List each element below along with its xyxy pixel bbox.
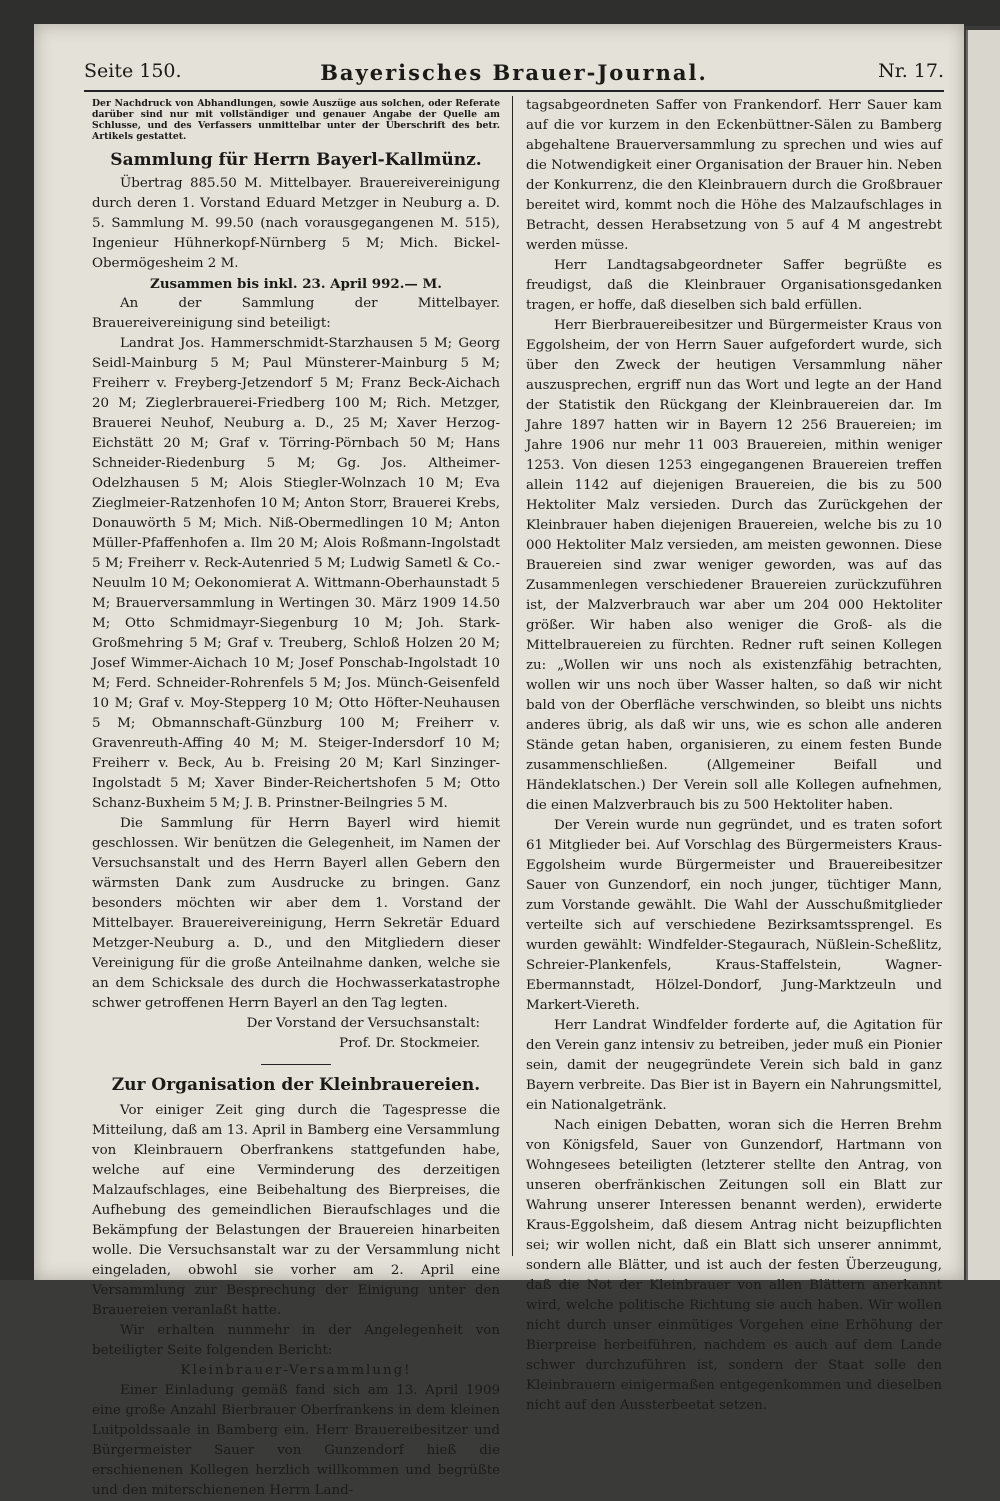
article-paragraph: Einer Einladung gemäß fand sich am 13. April 1909 eine große Anzahl Bierbrauer Oberfrankens in dem kleinen Luitpoldssaale in Bamberg ein. Herr Brauereibesitzer und Bürgermeister Sauer von Gunzendorf hieß die erschienenen Kollegen herzlich willkommen und begrüßte und den miterschienenen Herrn Land- <box>92 1383 500 1498</box>
article-paragraph: Wir erhalten nunmehr in der Angelegenheit von beteiligter Seite folgenden Bericht: <box>92 1323 500 1358</box>
signature-board: Der Vorstand der Versuchsanstalt: <box>246 1016 480 1031</box>
collection-closing: Die Sammlung für Herrn Bayerl wird hiemit geschlossen. Wir benützen die Gelegenheit, im Namen der Versuchsanstalt und des Herrn Bayerl allen Gebern den wärmsten Dank zum Ausdrucke zu bringen. Ganz besonders möchten wir aber dem 1. Vorstand der Mittelbayer. Brauereivereinigung, Herrn Sekretär Eduard Metzger-Neuburg a. D., und den Mitgliedern dieser Vereinigung für die große Anteilnahme danken, welche sie an dem Schicksale des durch die Hochwasserkatastrophe schwer getroffenen Herrn Bayerl an den Tag legten. <box>92 816 500 1011</box>
article-paragraph: Vor einiger Zeit ging durch die Tagespresse die Mitteilung, daß am 13. April in Bamberg eine Versammlung von Kleinbrauern Oberfrankens stattgefunden habe, welche auf eine Verminderung des derzeitigen Malzaufschlages, eine Beibehaltung des Bierpreises, die Aufhebung des gemeindlichen Bieraufschlages und die Bekämpfung der Belastungen der Brauereien hinarbeiten wolle. Die Versuchsanstalt war zu der Versammlung nicht eingeladen, obwohl sie vorher am 2. April eine Versammlung zur Besprechung der Einigung unter den Brauereien veranlaßt hatte. <box>92 1103 500 1318</box>
donor-list: Landrat Jos. Hammerschmidt-Starzhausen 5 M; Georg Seidl-Mainburg 5 M; Paul Münsterer-Mainburg 5 M; Freiherr v. Freyberg-Jetzendorf 5 M; Franz Beck-Aichach 20 M; Zieglerbrauerei-Friedberg 100 M; Rich. Metzger, Brauerei Neuhof, Neuburg a. D., 25 M; Xaver Herzog-Eichstätt 20 M; Graf v. Törring-Pörnbach 50 M; Hans Schneider-Riedenburg 5 M; Gg. Jos. Altheimer-Odelzhausen 5 M; Alois Stiegler-Wolnzach 10 M; Eva Zieglmeier-Ratzenhofen 10 M; Anton Storr, Brauerei Krebs, Donauwörth 5 M; Mich. Niß-Obermedlingen 10 M; Anton Müller-Pfaffenhofen a. Ilm 20 M; Alois Roßmann-Ingolstadt 5 M; Freiherr v. Reck-Autenried 5 M; Ludwig Sametl & Co.-Neuulm 10 M; Oekonomierat A. Wittmann-Oberhaunstadt 5 M; Brauerversammlung in Wertingen 30. März 1909 14.50 M; Otto Schmidmayr-Siegenburg 10 M; Joh. Stark-Großmehring 5 M; Graf v. Treuberg, Schloß Holzen 20 M; Josef Wimmer-Aichach 10 M; Josef Ponschab-Ingolstadt 10 M; Ferd. Schneider-Rohrenfels 5 M; Jos. Münch-Geisenfeld 10 M; Graf v. Moy-Stepperg 10 M; Otto Höfter-Neuhausen 5 M; Obmannschaft-Günzburg 100 M; Freiherr v. Gravenreuth-Affing 40 M; M. Steiger-Indersdorf 10 M; Freiherr v. Beck, Au b. Freising 20 M; Karl Sinzinger-Ingolstadt 5 M; Xaver Binder-Reichertshofen 5 M; Otto Schanz-Buxheim 5 M; J. B. Prinstner-Beilngries 5 M. <box>92 336 500 811</box>
report-heading: Kleinbrauer-Versammlung! <box>180 1363 412 1378</box>
collection-transfer: Übertrag 885.50 M. Mittelbayer. Brauereivereinigung durch deren 1. Vorstand Eduard Metzger in Neuburg a. D. 5. Sammlung M. 99.50 (nach vorausgegangenen M. 515), Ingenieur Hühnerkopf-Nürnberg 5 M; Mich. Bickel-Obermögesheim 2 M. <box>92 176 500 271</box>
page-header <box>84 60 944 90</box>
article-paragraph: Nach einigen Debatten, woran sich die Herren Brehm von Königsfeld, Sauer von Gunzendorf, Hartmann von Wohngesees beteiligten (letzterer stellte den Antrag, von unseren oberfränkischen Zeitungen soll ein Blatt zur Wahrung unserer Interessen benannt werden), erwiderte Kraus-Eggolsheim, daß diesem Antrag nicht beizupflichten sei; wir wollen nicht, daß ein Blatt sich unserer annimmt, sondern alle Blätter, und ist auch der festen Überzeugung, daß die Not der Kleinbrauer von allen Blättern anerkannt wird, welche politische Richtung sie auch haben. Wir wollen nicht durch unser einmütiges Vorgehen eine Erhöhung der Bierpreise herbeiführen, nachdem es auch auf dem Lande schwer durchzuführen ist, sondern der Staat solle den Kleinbrauern einigermaßen entgegenkommen und dieselben nicht auf den Aussterbeetat setzen. <box>526 1118 942 1413</box>
collection-title: Sammlung für Herrn Bayerl-Kallmünz. <box>110 150 482 170</box>
article-paragraph: tagsabgeordneten Saffer von Frankendorf. Herr Sauer kam auf die vor kurzem in den Eckenbüttner-Sälen zu Bamberg abgehaltene Brauerversammlung zu sprechen und wies auf die Notwendigkeit einer Organisation der Brauer hin. Neben der Konkurrenz, die den Kleinbrauern durch die Großbrauer bereitet wird, kommt noch die Höhe des Malzaufschlages in Betracht, dessen Herabsetzung von 5 auf 4 M angestrebt werden müsse. <box>526 98 942 253</box>
collection-intro: An der Sammlung der Mittelbayer. Brauereivereinigung sind beteiligt: <box>92 296 500 331</box>
page-number: Seite 150. <box>84 60 182 82</box>
column-divider <box>512 96 513 1256</box>
article-paragraph: Herr Landrat Windfelder forderte auf, die Agitation für den Verein ganz intensiv zu betreiben, jeder muß ein Pionier sein, damit der neugegründete Verein sich bald in ganz Bayern verbreite. Das Bier ist in Bayern ein Nahrungsmittel, ein Nationalgetränk. <box>526 1018 942 1113</box>
journal-title: Bayerisches Brauer-Journal. <box>320 60 708 85</box>
header-rule <box>84 90 944 92</box>
reprint-notice: Der Nachdruck von Abhandlungen, sowie Auszüge aus solchen, oder Referate darüber sind nur mit vollständiger und genauer Angabe der Quelle am Schlusse, und des Verfassers unmittelbar unter der Überschrift des betr. Artikels gestattet. <box>92 98 500 142</box>
article-paragraph: Herr Bierbrauereibesitzer und Bürgermeister Kraus von Eggolsheim, der von Herrn Sauer aufgefordert wurde, sich über den Zweck der heutigen Versammlung näher auszusprechen, ergriff nun das Wort und legte an der Hand der Statistik den Rückgang der Kleinbrauereien dar. Im Jahre 1897 hatten wir in Bayern 12 256 Brauereien; im Jahre 1906 nur mehr 11 003 Brauereien, mithin weniger 1253. Von diesen 1253 eingegangenen Brauereien treffen allein 1142 auf diejenigen Brauereien, die bis zu 500 Hektoliter Malz versieden. Durch das Zurückgehen der Kleinbrauer haben diejenigen Brauereien, welche bis zu 10 000 Hektoliter Malz versieden, am meisten gewonnen. Diese Brauereien sind zwar weniger geworden, was auf das Zusammenlegen verschiedener Brauereien zurückzuführen ist, der Malzverbrauch war aber um 204 000 Hektoliter größer. Wir haben also weniger die Groß- als die Mittelbrauereien zu fürchten. Redner ruft seinen Kollegen zu: „Wollen wir uns noch als existenzfähig betrachten, wollen wir uns noch über Wasser halten, so daß wir nicht bald von der Oberfläche verschwinden, so bleibt uns nichts anderes übrig, als daß wir uns, wie es schon alle anderen Stände getan haben, organisieren, zu einem festen Bunde zusammenschließen. (Allgemeiner Beifall und Händeklatschen.) Der Verein soll alle Kollegen aufnehmen, die einen Malzverbrauch bis zu 500 Hektoliter haben. <box>526 318 942 813</box>
issue-number: Nr. 17. <box>878 60 944 82</box>
collection-total: Zusammen bis inkl. 23. April 992.— M. <box>150 276 442 292</box>
right-column <box>526 96 942 1416</box>
article-title: Zur Organisation der Kleinbrauereien. <box>111 1075 481 1095</box>
section-divider <box>261 1064 331 1065</box>
article-paragraph: Herr Landtagsabgeordneter Saffer begrüßte es freudigst, daß die Kleinbrauer Organisationsgedanken tragen, er hoffe, daß dieselben sich bald erfüllen. <box>526 258 942 313</box>
signature-name: Prof. Dr. Stockmeier. <box>339 1036 480 1051</box>
scan-border-left <box>0 0 34 1280</box>
left-column <box>92 96 500 1501</box>
scan-border-top <box>0 0 1000 26</box>
article-paragraph: Der Verein wurde nun gegründet, und es traten sofort 61 Mitglieder bei. Auf Vorschlag des Bürgermeisters Kraus-Eggolsheim wurde Bürgermeister und Brauereibesitzer Sauer von Gunzendorf, ein noch junger, tüchtiger Mann, zum Vorstande gewählt. Die Wahl der Ausschußmitglieder verteilte sich auf verschiedene Bezirksamtssprengel. Es wurden gewählt: Windfelder-Stegaurach, Nüßlein-Scheßlitz, Schreier-Plankenfels, Kraus-Staffelstein, Wagner-Ebermannstadt, Hölzel-Dondorf, Jung-Marktzeuln und Markert-Viereth. <box>526 818 942 1013</box>
adjacent-page-edge <box>966 30 1000 1280</box>
